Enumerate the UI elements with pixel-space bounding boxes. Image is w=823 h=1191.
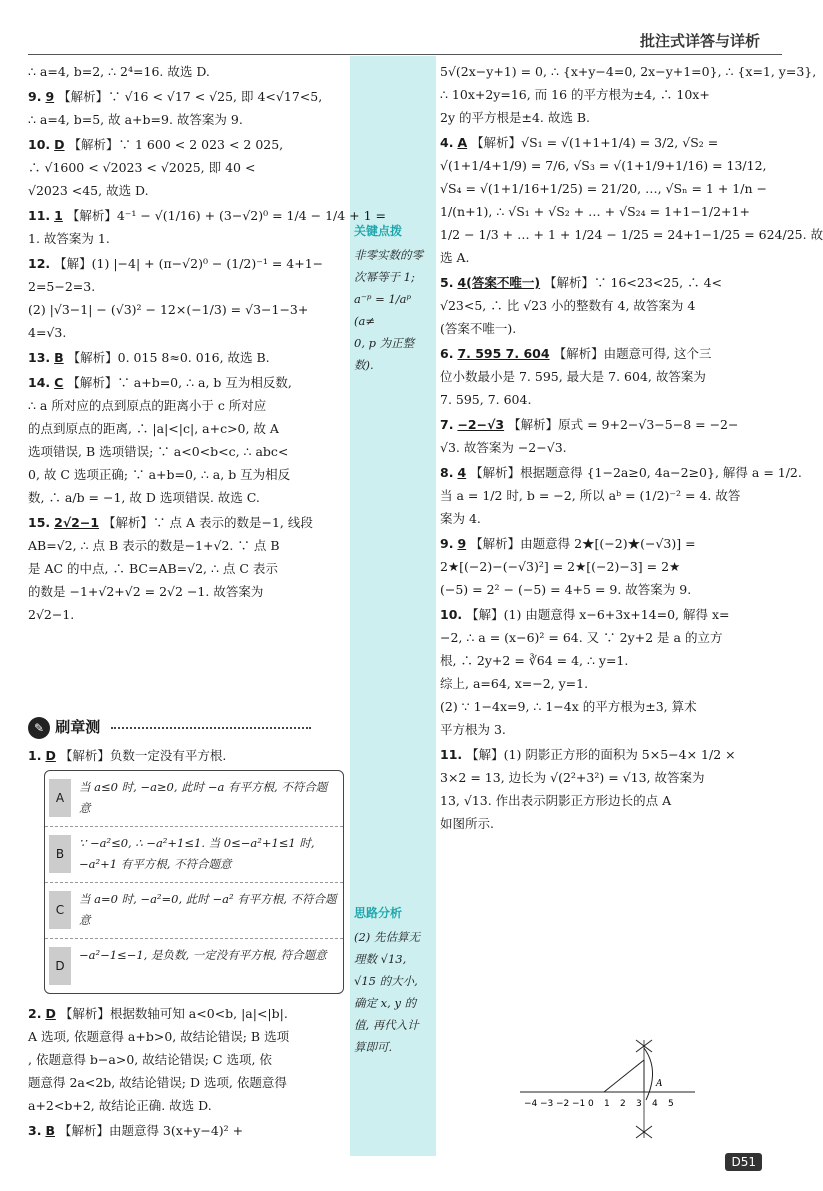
option-letter: A [49,779,71,817]
number-line-figure [520,1040,700,1140]
question-number: 4. [440,135,454,150]
text-content: 案为 4. [440,511,481,526]
text-line [28,580,346,603]
text-line [28,346,346,369]
text-line [28,1048,346,1071]
text-line [28,275,346,298]
text-line [440,200,762,223]
text-line [28,204,387,227]
text-content: A 选项, 依题意得 a+b>0, 故结论错误; B 选项 [28,1029,290,1044]
text-line [28,557,346,580]
options-box [44,770,344,994]
answer: D [45,1006,56,1021]
question-item [440,342,762,411]
question-number: 11. [28,208,51,223]
point-a-label: A [656,1079,663,1089]
text-line [440,177,767,200]
sidebar-note-line: 数). [354,358,374,372]
text-line [440,672,762,695]
text-line [440,271,762,294]
text-line [440,718,762,741]
explanation: 【解析】负数一定没有平方根. [59,748,227,763]
text-content: 选 A. [440,250,470,265]
left-bottom-column [28,1002,346,1144]
text-content: 1/(n+1), ∴ √S₁ + √S₂ + … + √S₂₄ = 1+1−1/2+1+ [440,204,750,219]
question-item [440,271,762,340]
section-dots [111,727,311,729]
text-line [440,578,762,601]
text-line [28,1025,346,1048]
sidebar-note-line: 非零实数的零 [354,248,423,262]
number-line-tick-label: 0 [588,1099,594,1109]
text-line [440,294,762,317]
text-line [440,131,762,154]
text-line [440,365,762,388]
text-content: 4=√3. [28,325,67,340]
answer: 9 [45,89,55,104]
text-content: 【解】(1) 由题意得 x−6+3x+14=0, 解得 x= [466,607,730,622]
text-line [440,766,762,789]
text-content: 根, ∴ 2y+2 = ∛64 = 4, ∴ y=1. [440,653,629,668]
text-content: √2023 <45, 故选 D. [28,183,149,198]
option-text: 当 a=0 时, −a²=0, 此时 −a² 有平方根, 不符合题意 [79,892,337,927]
text-content: ∴ a=4, b=5, 故 a+b=9. 故答案为 9. [28,112,243,127]
question-item [28,371,346,509]
text-line [440,342,762,365]
sidebar-note-line: 值, 再代入计 [354,1018,419,1032]
sidebar-note-line: (2) 先估算无 [354,930,420,944]
text-content: ∴ a=4, b=2, ∴ 2⁴=16. 故选 D. [28,64,210,79]
sidebar-note-line: a⁻ᵖ = 1/aᵖ (a≠ [354,292,412,328]
question-item [440,743,762,835]
text-line [440,223,823,246]
text-content: 【解析】∵ 16<23<25, ∴ 4< [544,275,723,290]
text-line [28,156,346,179]
text-content: 【解析】原式 = 9+2−√3−5−8 = −2− [508,417,739,432]
question-number: 14. [28,375,51,390]
question-number: 5. [440,275,454,290]
number-line-tick-label: 5 [668,1099,674,1109]
text-line [28,603,346,626]
answer: D [54,137,65,152]
text-content: 当 a = 1/2 时, b = −2, 所以 aᵇ = (1/2)⁻² = 4. 故答 [440,488,741,503]
section-heading [28,716,346,742]
option-text: ∵ −a²≤0, ∴ −a²+1≤1. 当 0≤−a²+1≤1 时, −a²+1 有平方根, 不符合题意 [79,836,315,871]
question-number: 1. [28,748,42,763]
text-content: √(1+1/4+1/9) = 7/6, √S₃ = √(1+1/9+1/16) = 13/12, [440,158,767,173]
text-line [28,486,346,509]
text-line [28,1119,346,1142]
question-number: 7. [440,417,454,432]
question-item [440,532,762,601]
text-content: AB=√2, ∴ 点 B 表示的数是−1+√2. ∵ 点 B [28,538,280,553]
question-number: 8. [440,465,454,480]
option-row [45,827,343,883]
page-number: D51 [725,1153,762,1171]
text-content: 平方根为 3. [440,722,506,737]
question-number: 2. [28,1006,42,1021]
question-number: 15. [28,515,51,530]
text-line [440,532,762,555]
text-content: 选项错误, B 选项错误; ∵ a<0<b<c, ∴ abc< [28,444,289,459]
number-line-tick-label: 4 [652,1099,658,1109]
number-line-tick-label: 3 [636,1099,642,1109]
question-number: 12. [28,256,51,271]
text-content: 2√2−1. [28,607,75,622]
question-number: 13. [28,350,51,365]
number-line-tick-label: −3 [540,1099,554,1109]
text-line [440,246,762,269]
text-content: 【解析】√S₁ = √(1+1+1/4) = 3/2, √S₂ = [471,135,719,150]
text-content: 0, 故 C 选项正确; ∵ a+b=0, ∴ a, b 互为相反 [28,467,291,482]
sidebar-note-key [354,244,434,376]
text-line [28,1002,346,1025]
question-number: 10. [28,137,51,152]
text-line [440,743,762,766]
text-content: 【解析】∵ 1 600 < 2 023 < 2 025, [68,137,284,152]
text-line [28,1071,346,1094]
answer: C [54,375,64,390]
text-line [28,298,346,321]
text-line [440,83,762,106]
text-content: 的点到原点的距离, ∴ |a|<|c|, a+c>0, 故 A [28,421,279,436]
sidebar-note-line: 确定 x, y 的 [354,996,417,1010]
text-content: 【解析】根据数轴可知 a<0<b, |a|<|b|. [59,1006,288,1021]
right-column [440,60,823,837]
text-content: 13, √13. 作出表示阴影正方形边长的点 A [440,793,672,808]
text-line [440,649,762,672]
text-content: 【解析】根据题意得 {1−2a≥0, 4a−2≥0}, 解得 a = 1/2. [470,465,802,480]
question-item [28,252,346,344]
text-line [440,106,762,129]
text-content: 的数是 −1+√2+√2 = 2√2 −1. 故答案为 [28,584,264,599]
text-line [440,626,762,649]
question-item [28,1002,346,1117]
text-line [440,695,762,718]
question-number: 3. [28,1123,42,1138]
text-content: 7. 595, 7. 604. [440,392,532,407]
sidebar-note-line: 0, p 为正整 [354,336,415,350]
sidebar-note-line: 算即可. [354,1040,393,1054]
question-number: 9. [440,536,454,551]
header-rule [28,54,782,55]
sidebar-note-key-title: 关键点拨 [354,224,403,238]
text-content: 【解析】由题意可得, 这个三 [553,346,712,361]
number-line-tick-label: −4 [524,1099,538,1109]
option-row [45,939,343,994]
answer: 1 [54,208,63,223]
text-content: 如图所示. [440,816,494,831]
question-item [440,60,817,129]
answer: 4(答案不唯一) [457,275,541,290]
text-content: −2, ∴ a = (x−6)² = 64. 又 ∵ 2y+2 是 a 的立方 [440,630,723,645]
question-number: 9. [28,89,42,104]
text-content: ∴ a 所对应的点到原点的距离小于 c 所对应 [28,398,267,413]
text-content: 2=5−2=3. [28,279,96,294]
text-content: 【解析】由题意得 2★[(−2)★(−√3)] = [470,536,696,551]
text-content: √3. 故答案为 −2−√3. [440,440,567,455]
text-content: 2y 的平方根是±4. 故选 B. [440,110,590,125]
answer: B [54,350,64,365]
answer: 9 [457,536,467,551]
text-line [440,507,762,530]
text-content: 【解析】∵ √16 < √17 < √25, 即 4<√17<5, [58,89,323,104]
answer: A [457,135,468,150]
text-content: 5√(2x−y+1) = 0, ∴ {x+y−4=0, 2x−y+1=0}, ∴ {x=1, y=3}, [440,64,817,79]
option-row [45,771,343,827]
sidebar-note-line: 理数 √13, [354,952,407,966]
text-content: 数, ∴ a/b = −1, 故 D 选项错误. 故选 C. [28,490,260,505]
number-line-tick-label: −1 [572,1099,586,1109]
question-item [28,1119,346,1142]
text-content: 【解】(1) |−4| + (π−√2)⁰ − (1/2)⁻¹ = 4+1− [54,256,324,271]
text-line [28,133,346,156]
question-item [440,131,823,269]
text-content: 【解析】∵ a+b=0, ∴ a, b 互为相反数, [67,375,292,390]
sidebar-note-analysis-title: 思路分析 [354,906,403,920]
text-content: 1/2 − 1/3 + … + 1 + 1/24 − 1/25 = 24+1−1/25 = 624/25. 故 [440,227,823,242]
text-content: (2) ∵ 1−4x=9, ∴ 1−4x 的平方根为±3, 算术 [440,699,697,714]
option-letter: D [49,947,71,985]
text-line [440,484,762,507]
answer: 4 [457,465,467,480]
question-1 [28,744,346,767]
sidebar-note-analysis [354,926,434,1058]
number-line-tick-label: 2 [620,1099,626,1109]
question-item [28,60,346,83]
page-header-title: 批注式详答与详析 [639,32,760,50]
text-line [28,85,346,108]
text-line [440,388,762,411]
text-line [28,179,346,202]
text-content: (−5) = 2² − (−5) = 4+5 = 9. 故答案为 9. [440,582,692,597]
text-line [440,317,762,340]
option-letter: C [49,891,71,929]
text-line [440,603,762,626]
text-line [28,394,346,417]
section-title: 刷章测 [55,718,101,736]
option-letter: B [49,835,71,873]
chapter-test-icon: ✎ [28,717,50,739]
question-number: 6. [440,346,454,361]
text-line [28,227,346,250]
sidebar-note-line: √15 的大小, [354,974,418,988]
text-content: 是 AC 的中点, ∴ BC=AB=√2, ∴ 点 C 表示 [28,561,278,576]
text-line [28,1094,346,1117]
text-line [440,60,817,83]
option-text: −a²−1≤−1, 是负数, 一定没有平方根, 符合题意 [79,948,327,962]
answer: D [45,748,56,763]
text-content: 3×2 = 13, 边长为 √(2²+3²) = √13, 故答案为 [440,770,705,785]
answer: B [45,1123,55,1138]
text-content: (答案不唯一). [440,321,517,336]
text-content: 2★[(−2)−(−√3)²] = 2★[(−2)−3] = 2★ [440,559,681,574]
question-item [28,511,346,626]
question-item [28,85,346,131]
answer: 2√2−1 [54,515,100,530]
question-item [28,346,346,369]
answer: 7. 595 7. 604 [457,346,550,361]
text-line [28,252,346,275]
text-line [440,812,762,835]
question-item [440,413,762,459]
text-content: 题意得 2a<2b, 故结论错误; D 选项, 依题意得 [28,1075,287,1090]
text-content: √23<5, ∴ 比 √23 小的整数有 4, 故答案为 4 [440,298,696,313]
text-line [440,154,767,177]
number-line-tick-label: 1 [604,1099,610,1109]
text-content: a+2<b+2, 故结论正确. 故选 D. [28,1098,212,1113]
text-line [28,417,346,440]
question-number: 10. [440,607,463,622]
number-line-tick-label: −2 [556,1099,570,1109]
text-content: 【解析】0. 015 8≈0. 016, 故选 B. [67,350,270,365]
option-row [45,883,343,939]
text-line [28,108,346,131]
text-content: ∴ 10x+2y=16, 而 16 的平方根为±4, ∴ 10x+ [440,87,710,102]
text-line [28,321,346,344]
text-content: 【解析】4⁻¹ − √(1/16) + (3−√2)⁰ = 1/4 − 1/4 + 1 = [66,208,387,223]
text-content: , 依题意得 b−a>0, 故结论错误; C 选项, 依 [28,1052,272,1067]
text-line [28,440,346,463]
arc-line [604,1060,644,1092]
sidebar-note-line: 次幂等于 1; [354,270,415,284]
text-content: ∴ √1600 < √2023 < √2025, 即 40 < [28,160,256,175]
question-number: 11. [440,747,463,762]
text-line [440,555,762,578]
question-item [440,461,802,530]
text-line [28,534,346,557]
text-line [28,463,346,486]
text-content: 1. 故答案为 1. [28,231,110,246]
text-line [440,461,802,484]
text-content: 综上, a=64, x=−2, y=1. [440,676,589,691]
text-content: (2) |√3−1| − (√3)² − 12×(−1/3) = √3−1−3+ [28,302,309,317]
text-content: 位小数最小是 7. 595, 最大是 7. 604, 故答案为 [440,369,706,384]
option-text: 当 a≤0 时, −a≥0, 此时 −a 有平方根, 不符合题意 [79,780,328,815]
question-item [440,603,762,741]
text-line [440,436,762,459]
text-line [28,60,346,83]
text-content: 【解】(1) 阴影正方形的面积为 5×5−4× 1/2 × [466,747,736,762]
text-content: √S₄ = √(1+1/16+1/25) = 21/20, …, √Sₙ = 1 + 1/n − [440,181,767,196]
text-line [28,511,346,534]
text-line [440,789,762,812]
answer: −2−√3 [457,417,505,432]
text-line [28,371,346,394]
question-item [28,133,346,202]
text-line [440,413,762,436]
text-content: 【解析】由题意得 3(x+y−4)² + [58,1123,244,1138]
text-content: 【解析】∵ 点 A 表示的数是−1, 线段 [103,515,313,530]
